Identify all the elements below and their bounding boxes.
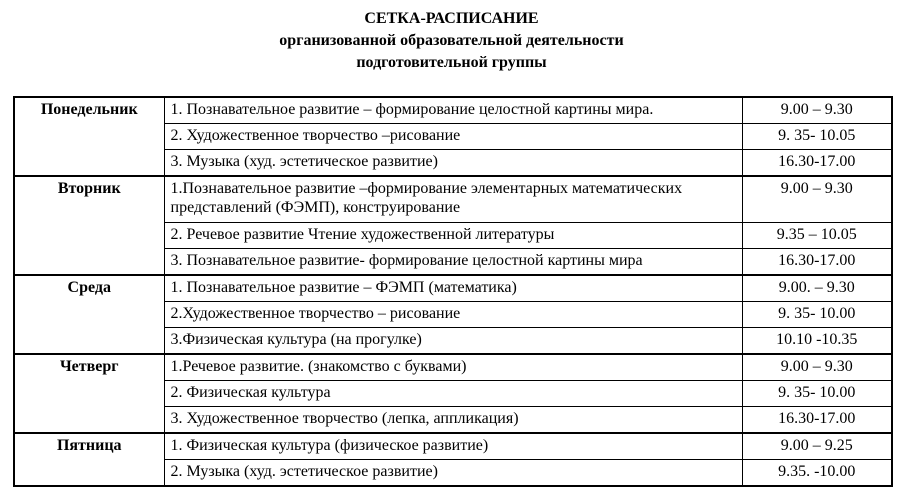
table-row: [14, 354, 892, 381]
table-row: [14, 275, 892, 302]
time-cell: 9.35 – 10.05: [742, 223, 892, 249]
day-cell-thursday: Четверг: [14, 354, 164, 433]
day-cell-wednesday: Среда: [14, 275, 164, 354]
time-cell: 9.00 – 9.30: [742, 354, 892, 381]
day-cell-monday: Понедельник: [14, 97, 164, 176]
activity-cell: 2. Художественное творчество –рисование: [164, 124, 742, 150]
day-cell-friday: Пятница: [14, 433, 164, 486]
activity-cell: 2. Речевое развитие Чтение художественной литературы: [164, 223, 742, 249]
time-cell: 9.00. – 9.30: [742, 275, 892, 302]
activity-cell: 3. Музыка (худ. эстетическое развитие): [164, 150, 742, 177]
time-cell: 16.30-17.00: [742, 407, 892, 434]
activity-cell: 2. Музыка (худ. эстетическое развитие): [164, 460, 742, 487]
time-cell: 9. 35- 10.05: [742, 124, 892, 150]
activity-cell: 3. Познавательное развитие- формирование целостной картины мира: [164, 249, 742, 276]
time-cell: 9.00 – 9.30: [742, 176, 892, 223]
time-cell: 9. 35- 10.00: [742, 302, 892, 328]
activity-cell: 3.Физическая культура (на прогулке): [164, 328, 742, 355]
time-cell: 9.35. -10.00: [742, 460, 892, 487]
time-cell: 9.00 – 9.30: [742, 97, 892, 124]
activity-cell: 1. Познавательное развитие – формирование целостной картины мира.: [164, 97, 742, 124]
time-cell: 9.00 – 9.25: [742, 433, 892, 460]
activity-cell: 1. Физическая культура (физическое развитие): [164, 433, 742, 460]
activity-cell: 2. Физическая культура: [164, 381, 742, 407]
title-line-3: подготовительной группы: [356, 54, 547, 71]
document-title: [0, 8, 903, 74]
time-cell: 16.30-17.00: [742, 249, 892, 276]
activity-cell: 3. Художественное творчество (лепка, аппликация): [164, 407, 742, 434]
time-cell: 10.10 -10.35: [742, 328, 892, 355]
activity-cell: 1. Познавательное развитие – ФЭМП (математика): [164, 275, 742, 302]
title-line-2: организованной образовательной деятельности: [279, 32, 624, 49]
time-cell: 16.30-17.00: [742, 150, 892, 177]
activity-cell: 1.Познавательное развитие –формирование элементарных математических представлений (ФЭМП), конструирование: [164, 176, 742, 223]
activity-cell: 2.Художественное творчество – рисование: [164, 302, 742, 328]
title-line-1: СЕТКА-РАСПИСАНИЕ: [364, 10, 539, 27]
table-row: [14, 176, 892, 223]
table-row: [14, 97, 892, 124]
schedule-table: [13, 96, 893, 487]
activity-cell: 1.Речевое развитие. (знакомство с буквами): [164, 354, 742, 381]
day-cell-tuesday: Вторник: [14, 176, 164, 275]
table-row: [14, 433, 892, 460]
time-cell: 9. 35- 10.00: [742, 381, 892, 407]
